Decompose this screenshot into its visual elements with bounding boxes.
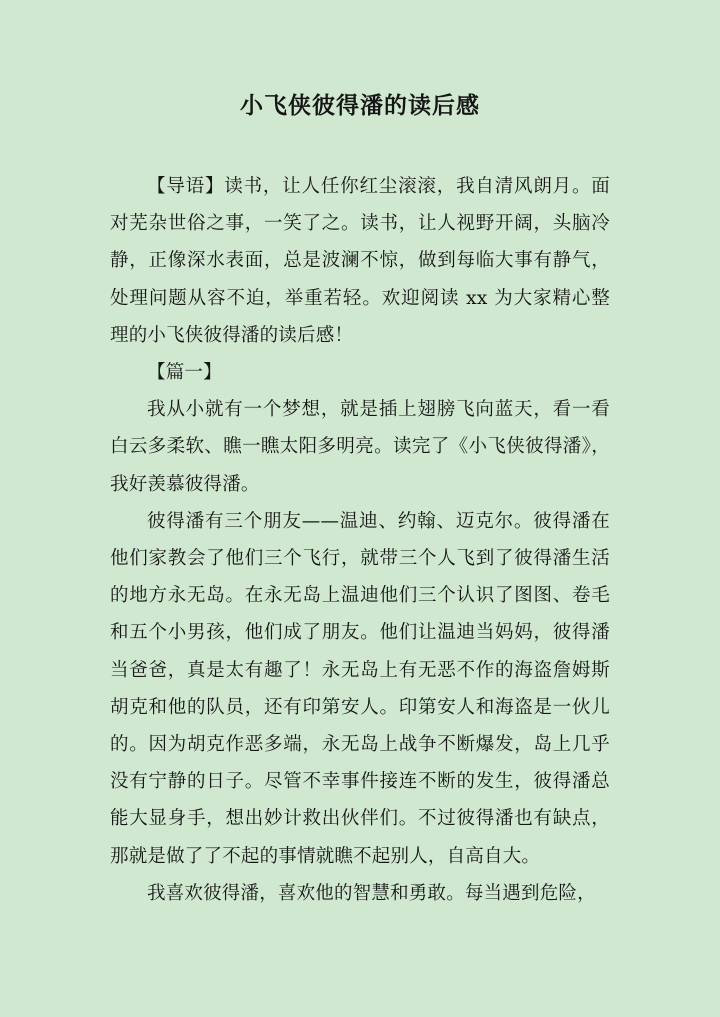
body-paragraph: 彼得潘有三个朋友——温迪、约翰、迈克尔。彼得潘在他们家教会了他们三个飞行，就带三个人飞到了彼得潘生活的地方永无岛。在永无岛上温迪他们三个认识了图图、卷毛和五个小男孩，他们成了朋友。他们让温迪当妈妈，彼得潘当爸爸，真是太有趣了！永无岛上有无恶不作的海盗詹姆斯胡克和他的队员，还有印第安人。印第安人和海盗是一伙儿的。因为胡克作恶多端，永无岛上战争不断爆发，岛上几乎没有宁静的日子。尽管不幸事件接连不断的发生，彼得潘总能大显身手，想出妙计救出伙伴们。不过彼得潘也有缺点，那就是做了了不起的事情就瞧不起别人，自高自大。 — [110, 510, 610, 867]
body-paragraph: 我从小就有一个梦想，就是插上翅膀飞向蓝天，看一看白云多柔软、瞧一瞧太阳多明亮。读完了《小飞侠彼得潘》，我好羡慕彼得潘。 — [110, 399, 610, 495]
document-body — [110, 168, 610, 912]
body-paragraph: 我喜欢彼得潘，喜欢他的智慧和勇敢。每当遇到危险， — [147, 882, 596, 904]
page-title: 小飞侠彼得潘的读后感 — [240, 92, 480, 119]
intro-paragraph: 【导语】读书，让人任你红尘滚滚，我自清风朗月。面对芜杂世俗之事，一笑了之。读书，让人视野开阔，头脑冷静，正像深水表面，总是波澜不惊，做到每临大事有静气，处理问题从容不迫，举重若轻。欢迎阅读 xx 为大家精心整理的小飞侠彼得潘的读后感！ — [110, 176, 610, 346]
section-heading: 【篇一】 — [147, 362, 222, 384]
